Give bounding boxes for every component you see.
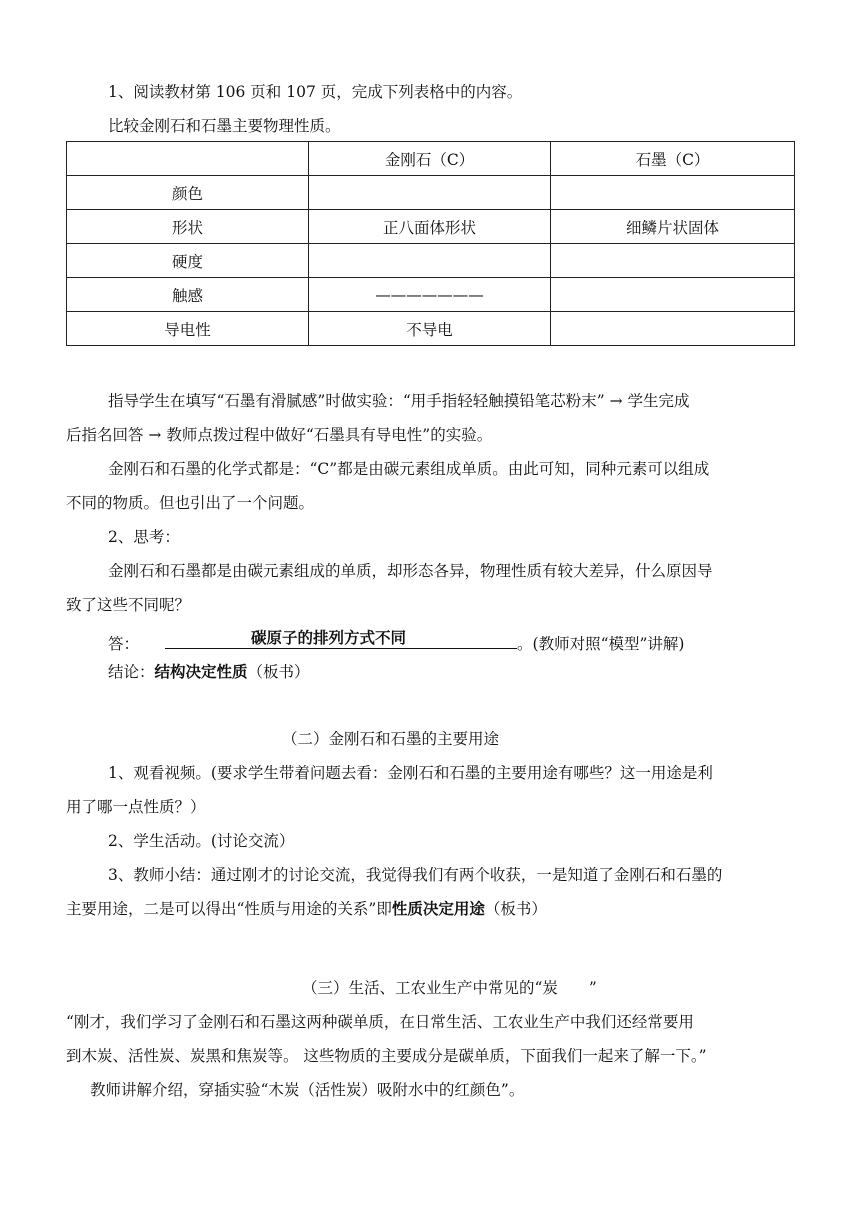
question-line2: 致了这些不同呢？ (66, 596, 191, 614)
section3-quote-line1: “刚才，我们学习了金刚石和石墨这两种碳单质，在日常生活、工农业生产中我们还经常要用 (66, 1013, 694, 1031)
table-row (67, 244, 795, 278)
section2-item2: 2、学生活动。(讨论交流） (108, 832, 295, 850)
table-row (67, 176, 795, 210)
row-label: 颜色 (67, 176, 309, 210)
section2-item1-line2: 用了哪一点性质？） (66, 798, 206, 816)
conclusion-label: 结论： (108, 663, 155, 681)
table-cell (551, 244, 795, 278)
conclusion-suffix: （板书） (247, 663, 310, 681)
item3-suffix: （板书） (484, 900, 547, 918)
conclusion-bold: 结构决定性质 (154, 663, 248, 681)
answer-blank (165, 628, 517, 649)
instruction-reading: 1、阅读教材第 106 页和 107 页，完成下列表格中的内容。 (108, 83, 523, 101)
table-cell: ——————— (309, 278, 551, 312)
section2-heading: （二）金刚石和石墨的主要用途 (282, 730, 500, 748)
header-cell-graphite: 石墨（C） (551, 142, 795, 176)
think-label: 2、思考： (108, 528, 180, 546)
section2-item1-line1: 1、观看视频。(要求学生带着问题去看：金刚石和石墨的主要用途有哪些？这一用途是利 (108, 764, 713, 782)
item3-text: 主要用途，二是可以得出“性质与用途的关系”即 (66, 900, 392, 918)
table-cell (551, 176, 795, 210)
table-row (67, 278, 795, 312)
answer-suffix: 。(教师对照“模型”讲解) (517, 635, 685, 653)
answer-line (108, 628, 684, 654)
answer-text: 碳原子的排列方式不同 (251, 629, 407, 647)
item3-bold: 性质决定用途 (391, 900, 485, 918)
formula-text-line1: 金刚石和石墨的化学式都是：“C”都是由碳元素组成单质。由此可知，同种元素可以组成 (108, 460, 710, 478)
answer-label: 答： (108, 635, 140, 653)
guide-text-line2: 后指名回答 → 教师点拨过程中做好“石墨具有导电性”的实验。 (66, 426, 493, 444)
row-label: 触感 (67, 278, 309, 312)
row-label: 硬度 (67, 244, 309, 278)
table-cell: 细鳞片状固体 (551, 210, 795, 244)
compare-title: 比较金刚石和石墨主要物理性质。 (108, 117, 341, 135)
formula-text-line2: 不同的物质。但也引出了一个问题。 (66, 494, 315, 512)
properties-table (66, 141, 795, 346)
question-line1: 金刚石和石墨都是由碳元素组成的单质，却形态各异，物理性质有较大差异，什么原因导 (108, 562, 713, 580)
section3-quote-line2: 到木炭、活性炭、炭黑和焦炭等。 这些物质的主要成分是碳单质，下面我们一起来了解一下。” (66, 1047, 707, 1065)
row-label: 形状 (67, 210, 309, 244)
table-cell (551, 278, 795, 312)
table-cell (551, 312, 795, 346)
table-cell: 正八面体形状 (309, 210, 551, 244)
table-row (67, 312, 795, 346)
table-cell (309, 244, 551, 278)
section2-item3-line1: 3、教师小结：通过刚才的讨论交流，我觉得我们有两个收获，一是知道了金刚石和石墨的 (108, 866, 723, 884)
table-cell: 不导电 (309, 312, 551, 346)
table-cell (309, 176, 551, 210)
header-cell (67, 142, 309, 176)
row-label: 导电性 (67, 312, 309, 346)
header-cell-diamond: 金刚石（C） (309, 142, 551, 176)
table-header-row (67, 142, 795, 176)
section2-item3-line2 (66, 899, 547, 919)
section3-demo: 教师讲解介绍，穿插实验“木炭（活性炭）吸附水中的红颜色”。 (90, 1081, 525, 1099)
table-row (67, 210, 795, 244)
guide-text-line1: 指导学生在填写“石墨有滑腻感”时做实验：“用手指轻轻触摸铅笔芯粉末” → 学生完成 (108, 392, 690, 410)
section3-heading: （三）生活、工农业生产中常见的“炭 ” (302, 979, 597, 997)
conclusion-line (108, 662, 310, 682)
